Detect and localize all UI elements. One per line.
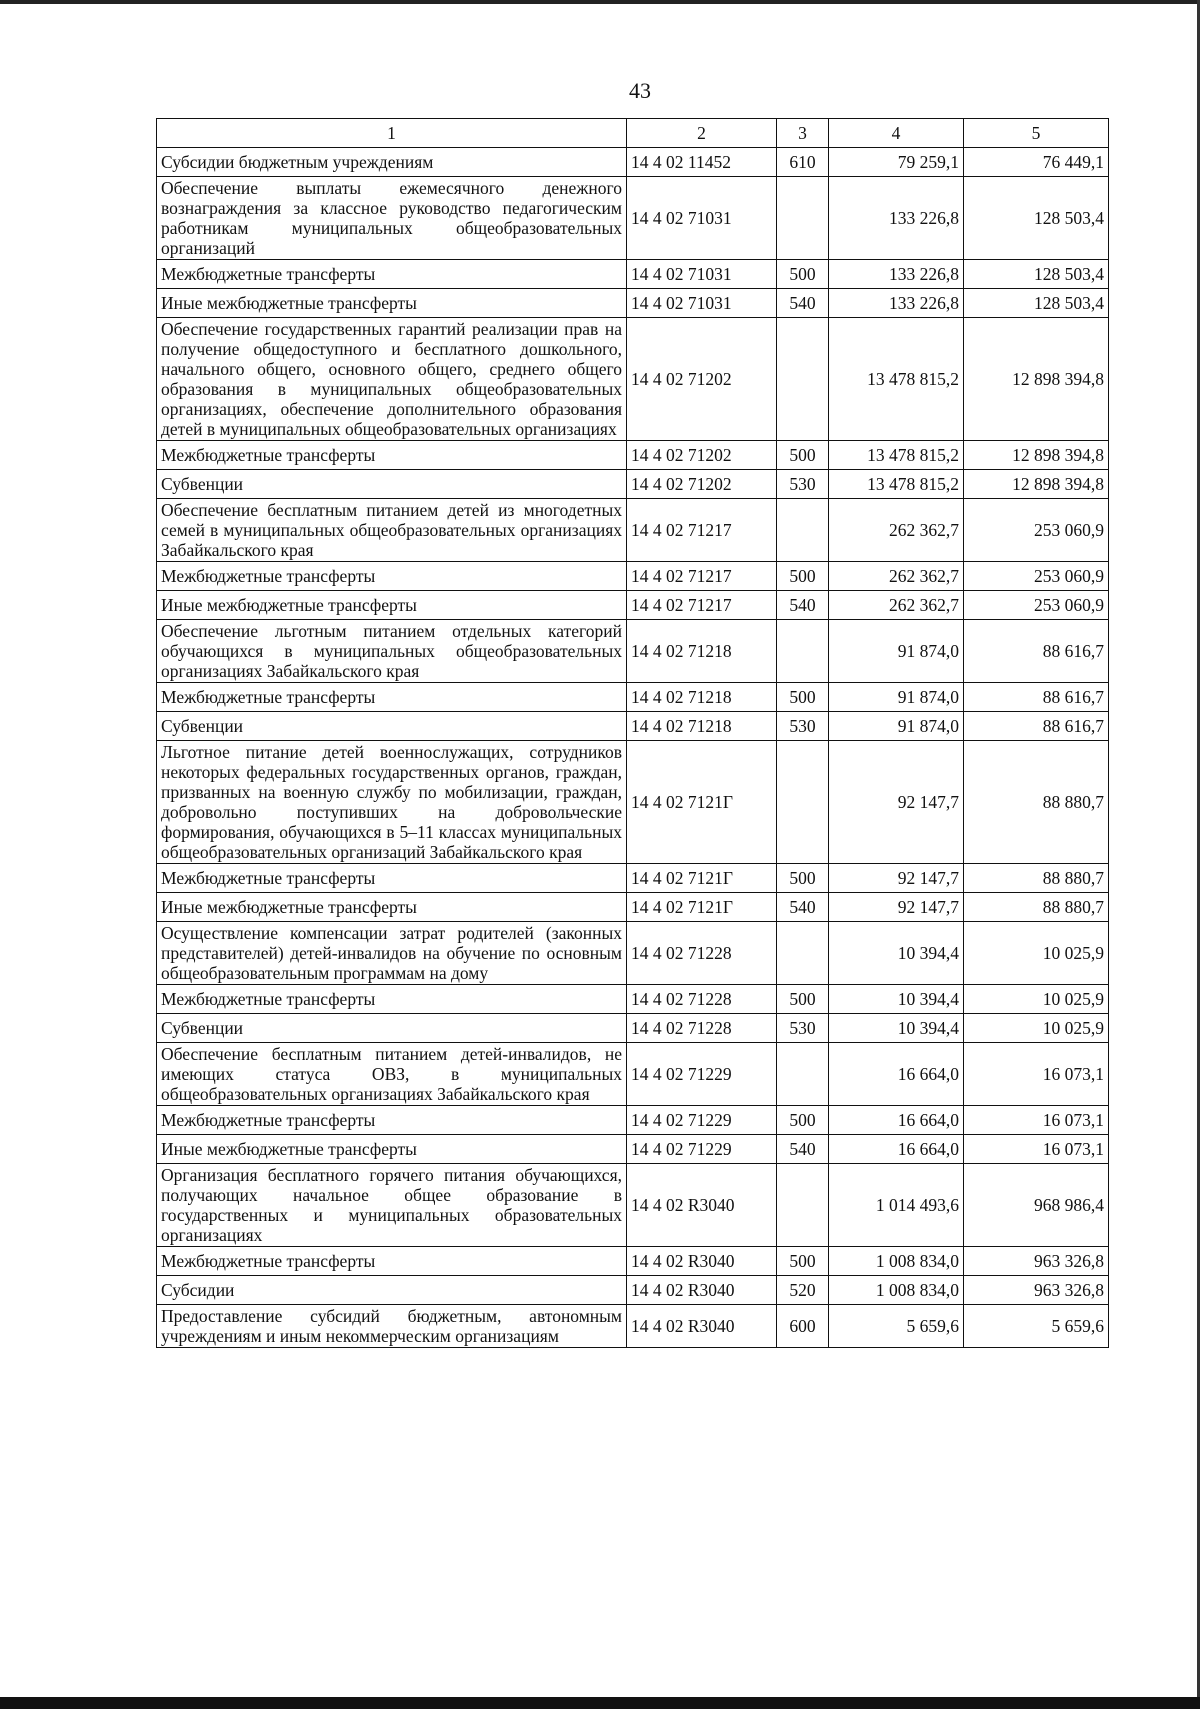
- value-col4-cell: 1 008 834,0: [829, 1276, 964, 1305]
- value-col4-cell: 5 659,6: [829, 1305, 964, 1348]
- value-col4-cell: 133 226,8: [829, 289, 964, 318]
- table-row: [157, 1043, 1109, 1106]
- code-cell: 14 4 02 71217: [627, 499, 777, 562]
- table-row: [157, 562, 1109, 591]
- value-col4-cell: 133 226,8: [829, 177, 964, 260]
- code-cell: 14 4 02 71202: [627, 318, 777, 441]
- table-row: [157, 1247, 1109, 1276]
- code-cell: 14 4 02 71229: [627, 1135, 777, 1164]
- value-col5-cell: 88 880,7: [964, 741, 1109, 864]
- value-col4-cell: 1 008 834,0: [829, 1247, 964, 1276]
- name-cell: Межбюджетные трансферты: [157, 562, 627, 591]
- value-col5-cell: 253 060,9: [964, 562, 1109, 591]
- value-col4-cell: 262 362,7: [829, 499, 964, 562]
- code-cell: 14 4 02 71229: [627, 1106, 777, 1135]
- type-cell: [777, 499, 829, 562]
- table-row: [157, 922, 1109, 985]
- name-cell: Межбюджетные трансферты: [157, 985, 627, 1014]
- value-col4-cell: 91 874,0: [829, 712, 964, 741]
- code-cell: 14 4 02 71228: [627, 922, 777, 985]
- name-cell: Обеспечение выплаты ежемесячного денежного вознаграждения за классное руководство педагогическим работникам муниципальных общеобразовательных организаций: [157, 177, 627, 260]
- value-col4-cell: 92 147,7: [829, 864, 964, 893]
- value-col5-cell: 10 025,9: [964, 985, 1109, 1014]
- column-header-3: 3: [777, 119, 829, 148]
- type-cell: 540: [777, 1135, 829, 1164]
- value-col4-cell: 13 478 815,2: [829, 318, 964, 441]
- value-col5-cell: 5 659,6: [964, 1305, 1109, 1348]
- table-row: [157, 1164, 1109, 1247]
- code-cell: 14 4 02 7121Г: [627, 741, 777, 864]
- value-col4-cell: 1 014 493,6: [829, 1164, 964, 1247]
- value-col5-cell: 968 986,4: [964, 1164, 1109, 1247]
- value-col5-cell: 76 449,1: [964, 148, 1109, 177]
- name-cell: Льготное питание детей военнослужащих, сотрудников некоторых федеральных государственных органов, граждан, призванных на военную службу по мобилизации, граждан, добровольно поступивших на добровольческие формирования, обучающихся в 5–11 классах муниципальных общеобразовательных организаций Забайкальского края: [157, 741, 627, 864]
- value-col5-cell: 128 503,4: [964, 260, 1109, 289]
- code-cell: 14 4 02 7121Г: [627, 893, 777, 922]
- type-cell: 500: [777, 441, 829, 470]
- value-col5-cell: 88 616,7: [964, 712, 1109, 741]
- column-header-5: 5: [964, 119, 1109, 148]
- code-cell: 14 4 02 7121Г: [627, 864, 777, 893]
- column-header-1: 1: [157, 119, 627, 148]
- type-cell: [777, 318, 829, 441]
- code-cell: 14 4 02 71218: [627, 620, 777, 683]
- type-cell: 540: [777, 289, 829, 318]
- code-cell: 14 4 02 71202: [627, 441, 777, 470]
- type-cell: 500: [777, 1106, 829, 1135]
- value-col5-cell: 12 898 394,8: [964, 470, 1109, 499]
- table-row: [157, 470, 1109, 499]
- table-row: [157, 864, 1109, 893]
- type-cell: [777, 177, 829, 260]
- value-col5-cell: 10 025,9: [964, 1014, 1109, 1043]
- value-col5-cell: 88 880,7: [964, 893, 1109, 922]
- name-cell: Иные межбюджетные трансферты: [157, 591, 627, 620]
- value-col4-cell: 16 664,0: [829, 1135, 964, 1164]
- value-col5-cell: 16 073,1: [964, 1043, 1109, 1106]
- type-cell: 500: [777, 562, 829, 591]
- table-row: [157, 441, 1109, 470]
- name-cell: Субвенции: [157, 1014, 627, 1043]
- table-row: [157, 260, 1109, 289]
- value-col5-cell: 16 073,1: [964, 1106, 1109, 1135]
- name-cell: Осуществление компенсации затрат родителей (законных представителей) детей-инвалидов на обучение по основным общеобразовательным программам на дому: [157, 922, 627, 985]
- code-cell: 14 4 02 71031: [627, 260, 777, 289]
- type-cell: 500: [777, 1247, 829, 1276]
- name-cell: Иные межбюджетные трансферты: [157, 289, 627, 318]
- scan-edge-bottom: [0, 1697, 1200, 1709]
- type-cell: 530: [777, 712, 829, 741]
- value-col4-cell: 10 394,4: [829, 922, 964, 985]
- code-cell: 14 4 02 71228: [627, 1014, 777, 1043]
- table-row: [157, 741, 1109, 864]
- value-col4-cell: 10 394,4: [829, 985, 964, 1014]
- code-cell: 14 4 02 71217: [627, 562, 777, 591]
- table-row: [157, 499, 1109, 562]
- value-col5-cell: 10 025,9: [964, 922, 1109, 985]
- type-cell: 540: [777, 893, 829, 922]
- type-cell: 500: [777, 864, 829, 893]
- name-cell: Обеспечение бесплатным питанием детей-инвалидов, не имеющих статуса ОВЗ, в муниципальных общеобразовательных организациях Забайкальского края: [157, 1043, 627, 1106]
- value-col4-cell: 13 478 815,2: [829, 441, 964, 470]
- type-cell: 500: [777, 260, 829, 289]
- code-cell: 14 4 02 71228: [627, 985, 777, 1014]
- value-col5-cell: 12 898 394,8: [964, 318, 1109, 441]
- page-number: 43: [629, 78, 651, 103]
- value-col5-cell: 16 073,1: [964, 1135, 1109, 1164]
- value-col5-cell: 253 060,9: [964, 499, 1109, 562]
- value-col4-cell: 133 226,8: [829, 260, 964, 289]
- table-row: [157, 1135, 1109, 1164]
- table-row: [157, 289, 1109, 318]
- type-cell: [777, 1043, 829, 1106]
- scan-edge-top: [0, 0, 1200, 4]
- value-col4-cell: 79 259,1: [829, 148, 964, 177]
- value-col5-cell: 88 880,7: [964, 864, 1109, 893]
- code-cell: 14 4 02 R3040: [627, 1276, 777, 1305]
- value-col5-cell: 253 060,9: [964, 591, 1109, 620]
- budget-table: [156, 118, 1109, 1348]
- name-cell: Межбюджетные трансферты: [157, 1247, 627, 1276]
- name-cell: Иные межбюджетные трансферты: [157, 893, 627, 922]
- name-cell: Межбюджетные трансферты: [157, 260, 627, 289]
- table-row: [157, 148, 1109, 177]
- value-col4-cell: 92 147,7: [829, 741, 964, 864]
- type-cell: 500: [777, 683, 829, 712]
- table-row: [157, 318, 1109, 441]
- value-col4-cell: 91 874,0: [829, 683, 964, 712]
- code-cell: 14 4 02 71031: [627, 177, 777, 260]
- value-col4-cell: 10 394,4: [829, 1014, 964, 1043]
- value-col5-cell: 128 503,4: [964, 177, 1109, 260]
- code-cell: 14 4 02 71218: [627, 683, 777, 712]
- table-row: [157, 1106, 1109, 1135]
- table-row: [157, 591, 1109, 620]
- value-col4-cell: 13 478 815,2: [829, 470, 964, 499]
- name-cell: Обеспечение государственных гарантий реализации прав на получение общедоступного и бесплатного дошкольного, начального общего, основного общего, среднего общего образования в муниципальных общеобразовательных организациях, обеспечение дополнительного образования детей в муниципальных общеобразовательных организациях: [157, 318, 627, 441]
- table-row: [157, 893, 1109, 922]
- table-row: [157, 1276, 1109, 1305]
- table-row: [157, 1014, 1109, 1043]
- value-col4-cell: 16 664,0: [829, 1106, 964, 1135]
- code-cell: 14 4 02 71218: [627, 712, 777, 741]
- code-cell: 14 4 02 71202: [627, 470, 777, 499]
- type-cell: 530: [777, 470, 829, 499]
- name-cell: Иные межбюджетные трансферты: [157, 1135, 627, 1164]
- type-cell: 530: [777, 1014, 829, 1043]
- type-cell: 610: [777, 148, 829, 177]
- type-cell: 600: [777, 1305, 829, 1348]
- type-cell: 500: [777, 985, 829, 1014]
- name-cell: Субсидии: [157, 1276, 627, 1305]
- type-cell: [777, 741, 829, 864]
- name-cell: Межбюджетные трансферты: [157, 683, 627, 712]
- value-col5-cell: 963 326,8: [964, 1247, 1109, 1276]
- value-col4-cell: 262 362,7: [829, 562, 964, 591]
- value-col5-cell: 963 326,8: [964, 1276, 1109, 1305]
- name-cell: Субсидии бюджетным учреждениям: [157, 148, 627, 177]
- type-cell: 540: [777, 591, 829, 620]
- code-cell: 14 4 02 71217: [627, 591, 777, 620]
- table-row: [157, 177, 1109, 260]
- value-col5-cell: 12 898 394,8: [964, 441, 1109, 470]
- name-cell: Организация бесплатного горячего питания обучающихся, получающих начальное общее образование в государственных и муниципальных образовательных организациях: [157, 1164, 627, 1247]
- value-col4-cell: 262 362,7: [829, 591, 964, 620]
- code-cell: 14 4 02 R3040: [627, 1305, 777, 1348]
- name-cell: Межбюджетные трансферты: [157, 1106, 627, 1135]
- table-row: [157, 620, 1109, 683]
- name-cell: Межбюджетные трансферты: [157, 864, 627, 893]
- table-body: [157, 148, 1109, 1348]
- value-col5-cell: 128 503,4: [964, 289, 1109, 318]
- code-cell: 14 4 02 R3040: [627, 1247, 777, 1276]
- name-cell: Обеспечение бесплатным питанием детей из многодетных семей в муниципальных общеобразовательных организациях Забайкальского края: [157, 499, 627, 562]
- code-cell: 14 4 02 R3040: [627, 1164, 777, 1247]
- value-col4-cell: 16 664,0: [829, 1043, 964, 1106]
- type-cell: [777, 922, 829, 985]
- type-cell: 520: [777, 1276, 829, 1305]
- name-cell: Субвенции: [157, 470, 627, 499]
- name-cell: Субвенции: [157, 712, 627, 741]
- column-header-4: 4: [829, 119, 964, 148]
- code-cell: 14 4 02 11452: [627, 148, 777, 177]
- table-header-row: [157, 119, 1109, 148]
- column-header-2: 2: [627, 119, 777, 148]
- type-cell: [777, 1164, 829, 1247]
- table-row: [157, 683, 1109, 712]
- type-cell: [777, 620, 829, 683]
- table-row: [157, 1305, 1109, 1348]
- code-cell: 14 4 02 71229: [627, 1043, 777, 1106]
- value-col4-cell: 91 874,0: [829, 620, 964, 683]
- value-col5-cell: 88 616,7: [964, 620, 1109, 683]
- value-col5-cell: 88 616,7: [964, 683, 1109, 712]
- code-cell: 14 4 02 71031: [627, 289, 777, 318]
- value-col4-cell: 92 147,7: [829, 893, 964, 922]
- name-cell: Предоставление субсидий бюджетным, автономным учреждениям и иным некоммерческим организациям: [157, 1305, 627, 1348]
- name-cell: Обеспечение льготным питанием отдельных категорий обучающихся в муниципальных общеобразовательных организациях Забайкальского края: [157, 620, 627, 683]
- name-cell: Межбюджетные трансферты: [157, 441, 627, 470]
- table-row: [157, 712, 1109, 741]
- table-row: [157, 985, 1109, 1014]
